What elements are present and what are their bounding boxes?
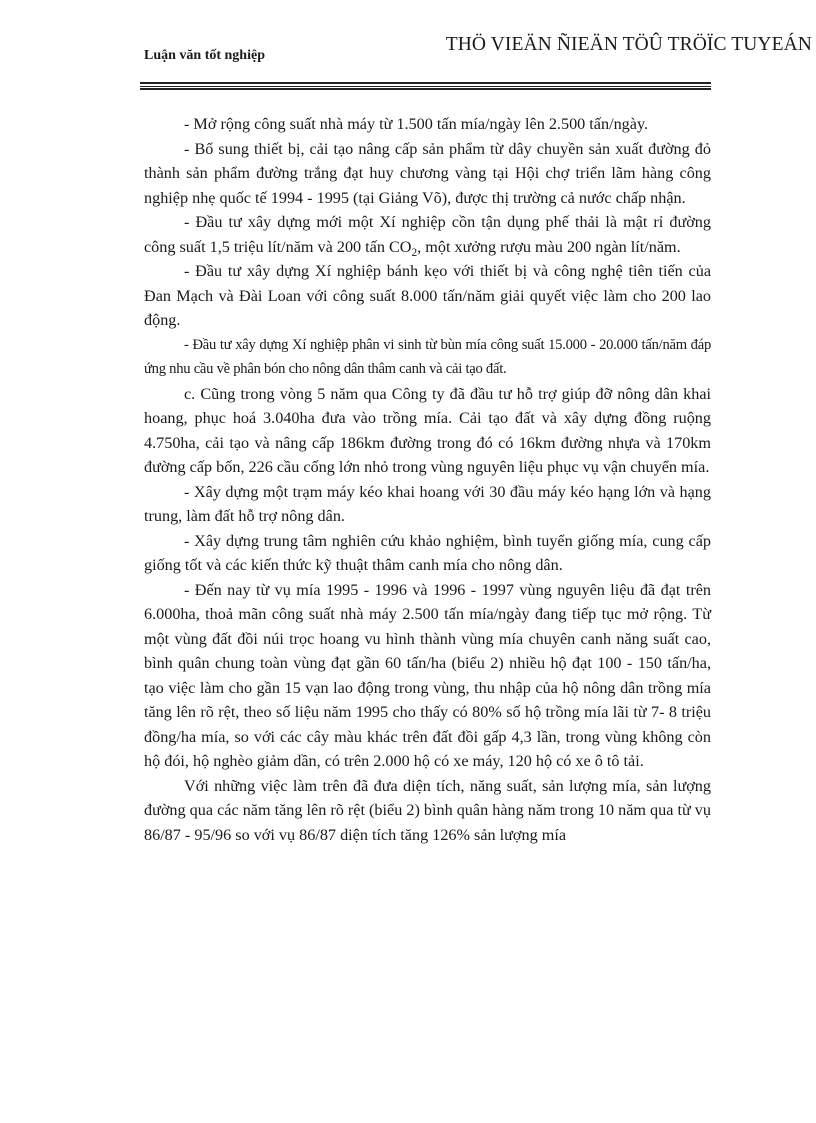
paragraph-alcohol-plant [144, 210, 711, 259]
header-divider-middle [140, 86, 711, 87]
paragraph-tractor-station: - Xây dựng một trạm máy kéo khai hoang với 30 đầu máy kéo hạng lớn và hạng trung, làm đất hỗ trợ nông dân. [144, 482, 711, 525]
co2-subscript: 2 [411, 246, 418, 259]
header-divider-bottom [140, 88, 711, 90]
paragraph-results-summary: Với những việc làm trên đã đưa diện tích, năng suất, sản lượng mía, sản lượng đường qua các năm tăng lên rõ rệt (biểu 2) bình quân hàng năm trong 10 năm qua từ vụ 86/87 - 95/96 so với vụ 86/87 diện tích tăng 126% sản lượng mía [144, 776, 711, 844]
paragraph-alcohol-plant-text-1: - Đầu tư xây dựng mới một Xí nghiệp cồn tận dụng phế thải là mật rỉ đường công suất 1,5 triệu lít/năm và 200 tấn CO [144, 213, 711, 256]
paragraph-section-c: c. Cũng trong vòng 5 năm qua Công ty đã đầu tư hỗ trợ giúp đỡ nông dân khai hoang, phục hoá 3.040ha đưa vào trồng mía. Cải tạo đất và xây dựng đồng ruộng 4.750ha, cải tạo và nâng cấp 186km đường trong đó có 16km đường nhựa và 170km đường cấp bốn, 226 cầu cống lớn nhỏ trong vùng nguyên liệu phục vụ vận chuyển mía. [144, 384, 711, 476]
paragraph-expand-capacity: - Mở rộng công suất nhà máy từ 1.500 tấn mía/ngày lên 2.500 tấn/ngày. [184, 115, 649, 133]
paragraph-confectionery-plant: - Đầu tư xây dựng Xí nghiệp bánh kẹo với thiết bị và công nghệ tiên tiến của Đan Mạch và Đài Loan với công suất 8.000 tấn/năm giải quyết việc làm cho 200 lao động. [144, 262, 711, 329]
paragraph-raw-material-area: - Đến nay từ vụ mía 1995 - 1996 và 1996 - 1997 vùng nguyên liệu đã đạt trên 6.000ha, thoả mãn công suất nhà máy 2.500 tấn mía/ngày đang tiếp tục mở rộng. Từ một vùng đất đồi núi trọc hoang vu hình thành vùng mía chuyên canh năng suất cao, bình quân chung toàn vùng đạt gần 60 tấn/ha (biểu 2) nhiều hộ đạt 100 - 150 tấn/ha, tạo việc làm cho gần 15 vạn lao động trong vùng, thu nhập của hộ nông dân trồng mía tăng lên rõ rệt, theo số liệu năm 1995 cho thấy có 80% số hộ trồng mía lãi từ 7- 8 triệu đồng/ha mía, so với các cây màu khác trên đất đồi gấp 4,3 lần, trong vùng không còn hộ đói, hộ nghèo giảm dần, có trên 2.000 hộ có xe máy, 120 hộ có xe ô tô tải. [144, 580, 711, 770]
body-text [144, 112, 711, 847]
header-right-title: THÖ VIEÄN ÑIEÄN TÖÛ TRÖÏC TUYEÁN [445, 34, 812, 55]
paragraph-fertilizer-plant: - Đầu tư xây dựng Xí nghiệp phân vi sinh từ bùn mía công suất 15.000 - 20.000 tấn/năm đáp ứng nhu cầu về phân bón cho nông dân thâm canh và cải tạo đất. [144, 336, 711, 377]
header-divider-top [140, 82, 711, 84]
header-left-title: Luận văn tốt nghiệp [144, 48, 265, 63]
paragraph-research-center: - Xây dựng trung tâm nghiên cứu khảo nghiệm, bình tuyển giống mía, cung cấp giống tốt và các kiến thức kỹ thuật thâm canh mía cho nông dân. [144, 531, 711, 574]
paragraph-equipment-upgrade: - Bổ sung thiết bị, cải tạo nâng cấp sản phẩm từ dây chuyền sản xuất đường đỏ thành sản phẩm đường trắng đạt huy chương vàng tại Hội chợ triển lãm hàng công nghiệp nhẹ quốc tế 1994 - 1995 (tại Giảng Võ), được thị trường cả nước chấp nhận. [144, 139, 711, 207]
paragraph-alcohol-plant-text-2: , một xưởng rượu màu 200 ngàn lít/năm. [417, 237, 681, 256]
